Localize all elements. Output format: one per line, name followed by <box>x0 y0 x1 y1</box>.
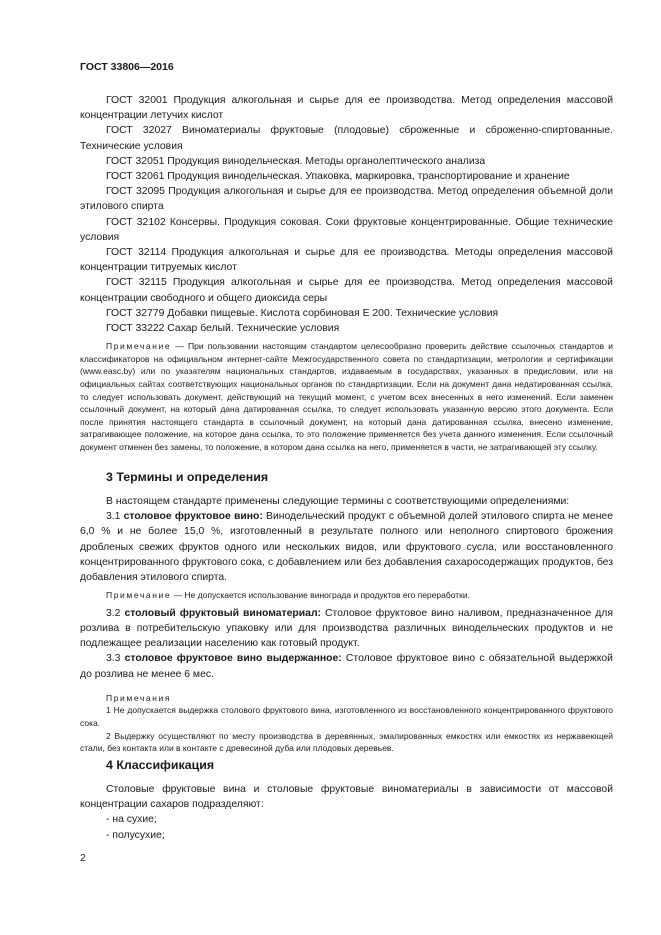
reference-item: ГОСТ 32115 Продукция алкогольная и сырье для ее производства. Метод определения массовой концентрации свободного и общего диоксида серы <box>80 277 613 304</box>
reference-item: ГОСТ 32102 Консервы. Продукция соковая. Соки фруктовые концентрированные. Общие технические условия <box>80 216 613 243</box>
section-4-title: 4 Классификация <box>106 758 215 772</box>
term-number: 3.1 <box>106 511 124 523</box>
section-3-body <box>80 494 613 755</box>
reference-item: ГОСТ 33222 Сахар белый. Технические условия <box>106 323 340 335</box>
references-note <box>80 340 613 453</box>
reference-item: ГОСТ 32779 Добавки пищевые. Кислота сорбиновая Е 200. Технические условия <box>106 307 499 319</box>
reference-item: ГОСТ 32114 Продукция алкогольная и сырье для ее производства. Методы определения массовой концентрации титруемых кислот <box>80 247 613 274</box>
term-3-1 <box>80 509 613 585</box>
reference-item: ГОСТ 32027 Виноматериалы фруктовые (плодовые) сброженные и сброженно-спиртованные. Технические условия <box>80 125 613 152</box>
page-number: 2 <box>80 853 86 864</box>
normative-references <box>80 93 613 454</box>
section-4-body <box>80 782 613 843</box>
term-number: 3.3 <box>106 653 125 665</box>
section-3-intro: В настоящем стандарте применены следующие термины с соответствующими определениями: <box>106 496 570 507</box>
list-item: - полусухие; <box>106 829 165 841</box>
term-3-3 <box>80 651 613 681</box>
note-text: — Не допускается использование винограда и продуктов его переработки. <box>171 590 470 601</box>
term-definition: Винодельческий продукт с объемной долей этилового спирта не менее 6,0 % и не более 15,0 %, изготовленный в результате полного или неполного спиртового брожения дробленых свежих фруктов одного или нескольких видов, или фруктового сусла, или восстановленного концентрированного фруктового сока, с добавлением или без добавления сахаросодержащих продуктов, без добавления этилового спирта. <box>80 511 613 584</box>
note-2: 2 Выдержку осуществляют по месту производства в деревянных, эмалированных емкостях или емкостях из нержавеющей стали, без контакта или в контакте с древесиной дуба или плодовых деревьев. <box>80 730 613 754</box>
section-3-title: 3 Термины и определения <box>106 470 269 484</box>
reference-item: ГОСТ 32051 Продукция винодельческая. Методы органолептического анализа <box>106 155 486 167</box>
term-name: столовый фруктовый виноматериал: <box>124 607 322 619</box>
term-definition: Столовое фруктовое вино наливом, предназначенное для розлива в потребительскую упаковку или для производства различных винодельческих продуктов и не подлежащее реализации населению как готовый продукт. <box>80 607 613 650</box>
notes-heading <box>80 692 613 705</box>
notes-label: Примечания <box>106 692 172 703</box>
reference-item: ГОСТ 32061 Продукция винодельческая. Упаковка, маркировка, транспортирование и хранение <box>106 171 570 183</box>
references-note-text: — При пользовании настоящим стандартом целесообразно проверить действие ссылочных стандартов и классификаторов на официальном интернет-сайте Межгосударственного совета по стандартизации, метрологии и сертификации (www.easc.by) или по указателям национальных стандартов, издаваемым в государствах, указанных в предисловии, или на официальных сайтах соответствующих национальных органов по стандартизации. Если на документ дана недатированная ссылка, то следует использовать документ, действующий на текущий момент, с учетом всех внесенных в него изменений. Если заменен ссылочный документ, на который дана датированная ссылка, то следует использовать указанную версию этого документа. Если после принятия настоящего стандарта в ссылочный документ, на который дана датированная ссылка, внесено изменение, затрагивающее положение, на которое дана ссылка, то это положение применяется без учета данного изменения. Если ссылочный документ отменен без замены, то положение, в котором дана ссылка на него, применяется в части, не затрагивающей эту ссылку. <box>80 341 613 452</box>
page-header: ГОСТ 33806—2016 <box>80 61 174 73</box>
term-3-2 <box>80 606 613 652</box>
note-label: Примечание <box>106 590 172 601</box>
note-label: Примечание <box>106 341 172 352</box>
term-definition: Столовое фруктовое вино с обязательной выдержкой до розлива не менее 6 мес. <box>80 653 613 680</box>
term-number: 3.2 <box>106 607 125 619</box>
list-item: - на сухие; <box>106 814 157 826</box>
term-name: столовое фруктовое вино: <box>123 511 263 523</box>
term-3-1-note <box>80 589 613 602</box>
reference-item: ГОСТ 32001 Продукция алкогольная и сырье для ее производства. Метод определения массовой концентрации летучих кислот <box>80 95 613 122</box>
section-4-intro: Столовые фруктовые вина и столовые фруктовые виноматериалы в зависимости от массовой концентрации сахаров подразделяют: <box>80 784 613 811</box>
note-1: 1 Не допускается выдержка столового фруктового вина, изготовленного из восстановленного концентрированного фруктового сока. <box>80 705 613 729</box>
term-name: столовое фруктовое вино выдержанное: <box>124 653 342 665</box>
reference-item: ГОСТ 32095 Продукция алкогольная и сырье для ее производства. Метод определения объемной доли этилового спирта <box>80 186 613 213</box>
